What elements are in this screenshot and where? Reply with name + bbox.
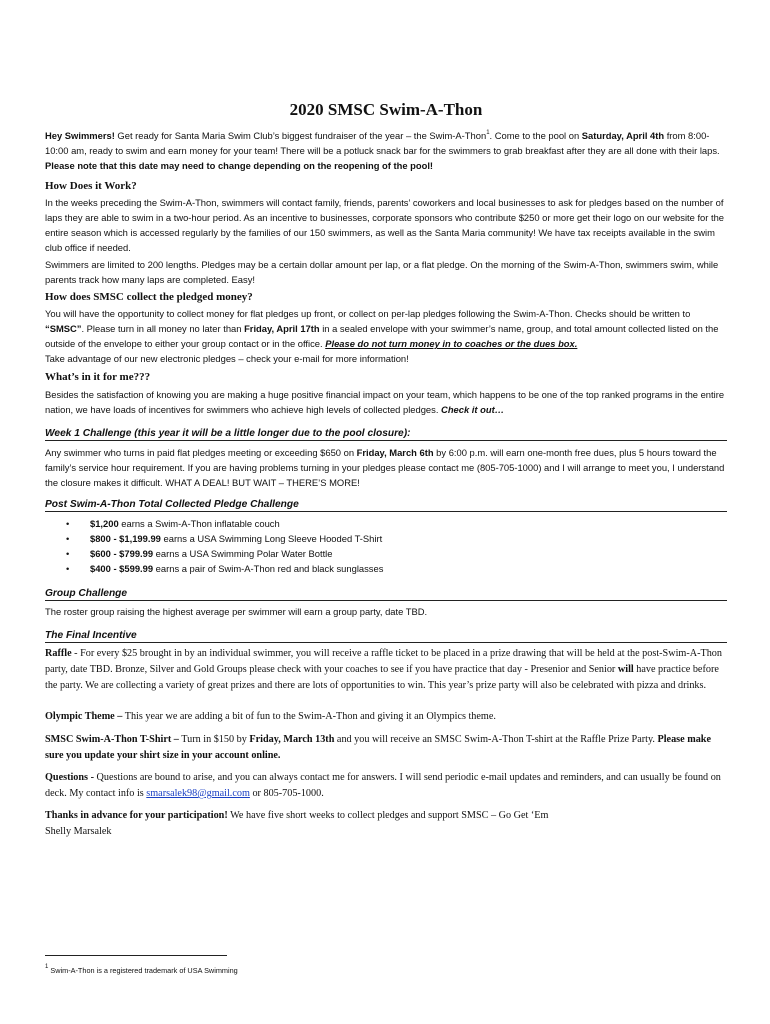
tier-amount: $800 - $1,199.99 [90, 533, 161, 544]
tshirt-date: Friday, March 13th [249, 734, 335, 745]
list-item [45, 561, 727, 576]
tier-amount: $600 - $799.99 [90, 548, 154, 559]
olympic-text: This year we are adding a bit of fun to the Swim-A-Thon and giving it an Olympics theme. [122, 711, 496, 722]
check-it-out: Check it out… [441, 404, 505, 415]
questions-paragraph [45, 770, 727, 802]
tshirt-text-1: Turn in $150 by [178, 734, 250, 745]
thanks-paragraph [45, 808, 727, 840]
tier-reward: earns a Swim-A-Thon inflatable couch [118, 518, 280, 529]
check-payee: “SMSC” [45, 323, 82, 334]
thanks-lead: Thanks in advance for your participation! [45, 810, 228, 821]
contact-email-link[interactable]: smarsalek98@gmail.com [146, 788, 250, 799]
tier-amount: $400 - $599.99 [90, 563, 154, 574]
olympic-lead: Olympic Theme – [45, 711, 123, 722]
post-challenge-list [45, 516, 727, 576]
shirt-size-note: Please make sure you update your shirt size in your account online. [45, 734, 711, 761]
week1-date: Friday, March 6th [356, 447, 434, 458]
questions-lead: Questions - [45, 772, 94, 783]
intro-lead: Hey Swimmers! [45, 130, 115, 141]
intro-text-3: from 8:00-10:00 am, ready to swim and earn money for your team! There will be a potluck snack bar for the swimmers to grab breakfast after they are all done with their laps. [45, 130, 720, 156]
tshirt-lead: SMSC Swim-A-Thon T-Shirt – [45, 734, 179, 745]
whats-in-paragraph [45, 387, 727, 417]
week1-text-2: by 6:00 p.m. will earn one-month free dues, plus 5 hours toward the family’s service hour requirement. If you are having problems turning in your pledges please contact me (805-705-1000) and I will arrange to meet you, I understand the closure makes it difficult. WHAT A DEAL! BUT WAIT – THERE’S MORE! [45, 447, 725, 488]
thanks-text: We have five short weeks to collect pledges and support SMSC – Go Get ‘Em [227, 810, 549, 821]
collect-heading: How does SMSC collect the pledged money? [45, 291, 253, 303]
list-item [45, 531, 727, 546]
will-emphasis: will [617, 664, 634, 675]
document-title: 2020 SMSC Swim-A-Thon [289, 100, 483, 119]
whats-in-heading: What’s in it for me??? [45, 371, 151, 383]
list-item [45, 516, 727, 531]
list-item [45, 546, 727, 561]
post-challenge-heading: Post Swim-A-Thon Total Collected Pledge Challenge [45, 499, 727, 512]
how-works-heading: How Does it Work? [45, 180, 137, 192]
footnote-number: 1 [45, 964, 49, 970]
how-works-paragraph-2: Swimmers are limited to 200 lengths. Pledges may be a certain dollar amount per lap, or a flat pledge. On the morning of the Swim-A-Thon, swimmers swim, while parents track how many laps are completed. Easy! [45, 259, 719, 285]
footnote [45, 966, 238, 975]
questions-text-1: Questions are bound to arise, and you can always contact me for answers. I will send periodic e-mail updates and reminders, and can usually be found on deck. My contact info is [45, 772, 721, 799]
date-change-note: Please note that this date may need to change depending on the reopening of the pool! [45, 160, 434, 171]
collect-text-3: in a sealed envelope with your swimmer’s name, group, and total amount collected listed on the outside of the envelope to either your group contact or in the office. [45, 323, 719, 349]
week1-text-1: Any swimmer who turns in paid flat pledges meeting or exceeding $650 on [45, 447, 357, 458]
whats-in-text: Besides the satisfaction of knowing you are making a huge positive financial impact on your team, which happens to be one of the top ranked programs in the entire nation, we have loads of incentives for swimmers who achieve high levels of collected pledges. [45, 389, 725, 415]
final-text-1: - For every $25 brought in by an individual swimmer, you will receive a raffle ticket to be placed in a prize drawing that will be held at the post-Swim-A-Thon party, date TBD. Bronze, Silver and Gold Groups please check with your coaches to see if you have practice that day - Presenior and Senior [45, 648, 722, 675]
group-challenge-heading: Group Challenge [45, 588, 727, 601]
intro-paragraph [45, 128, 727, 173]
money-deadline: Friday, April 17th [244, 323, 320, 334]
week1-paragraph [45, 445, 727, 490]
raffle-lead: Raffle [45, 648, 72, 659]
group-challenge-text: The roster group raising the highest average per swimmer will earn a group party, date TBD. [45, 606, 428, 617]
collect-text-1: You will have the opportunity to collect money for flat pledges up front, or collect on per-lap pledges following the Swim-A-Thon. Checks should be written to [45, 308, 691, 319]
final-incentive-paragraph [45, 646, 727, 694]
footnote-text: Swim-A-Thon is a registered trademark of USA Swimming [48, 966, 238, 975]
collect-text-2: . Please turn in all money no later than [81, 323, 245, 334]
intro-text-1: Get ready for Santa Maria Swim Club’s biggest fundraiser of the year – the Swim-A-Thon [114, 130, 487, 141]
tshirt-paragraph [45, 732, 727, 764]
olympic-theme-paragraph [45, 709, 727, 725]
electronic-pledges-note: Take advantage of our new electronic pledges – check your e-mail for more information! [45, 353, 409, 364]
tier-reward: earns a pair of Swim-A-Thon red and black sunglasses [153, 563, 384, 574]
event-date: Saturday, April 4th [581, 130, 665, 141]
tier-amount: $1,200 [90, 518, 119, 529]
intro-text-2: . Come to the pool on [489, 130, 582, 141]
collect-warning: Please do not turn money in to coaches or the dues box. [325, 338, 578, 349]
week1-heading: Week 1 Challenge (this year it will be a little longer due to the pool closure): [45, 428, 727, 441]
how-works-paragraph-1: In the weeks preceding the Swim-A-Thon, swimmers will contact family, friends, parents’ coworkers and local businesses to ask for pledges based on the number of laps they are able to swim in a two-hour period. As an incentive to businesses, corporate sponsors who contribute $250 or more get their logo on our website for the entire season which is accessed regularly by the families of our 150 swimmers, as well as the Santa Maria community! We have tax receipts available in the swim club office if needed. [45, 197, 725, 253]
footnote-ref: 1 [486, 130, 490, 136]
final-incentive-heading: The Final Incentive [45, 630, 727, 643]
signature-name: Shelly Marsalek [45, 826, 112, 837]
tier-reward: earns a USA Swimming Long Sleeve Hooded T-Shirt [160, 533, 383, 544]
questions-text-2: or 805-705-1000. [249, 788, 324, 799]
footnote-divider [45, 955, 227, 956]
collect-paragraph [45, 306, 727, 366]
final-text-2: have practice before the party. We are collecting a variety of great prizes and there are lots of opportunities to win. This year’s prize party will also be celebrated with pizza and drinks. [45, 664, 719, 691]
tier-reward: earns a USA Swimming Polar Water Bottle [153, 548, 333, 559]
tshirt-text-2: and you will receive an SMSC Swim-A-Thon T-shirt at the Raffle Prize Party. [334, 734, 658, 745]
